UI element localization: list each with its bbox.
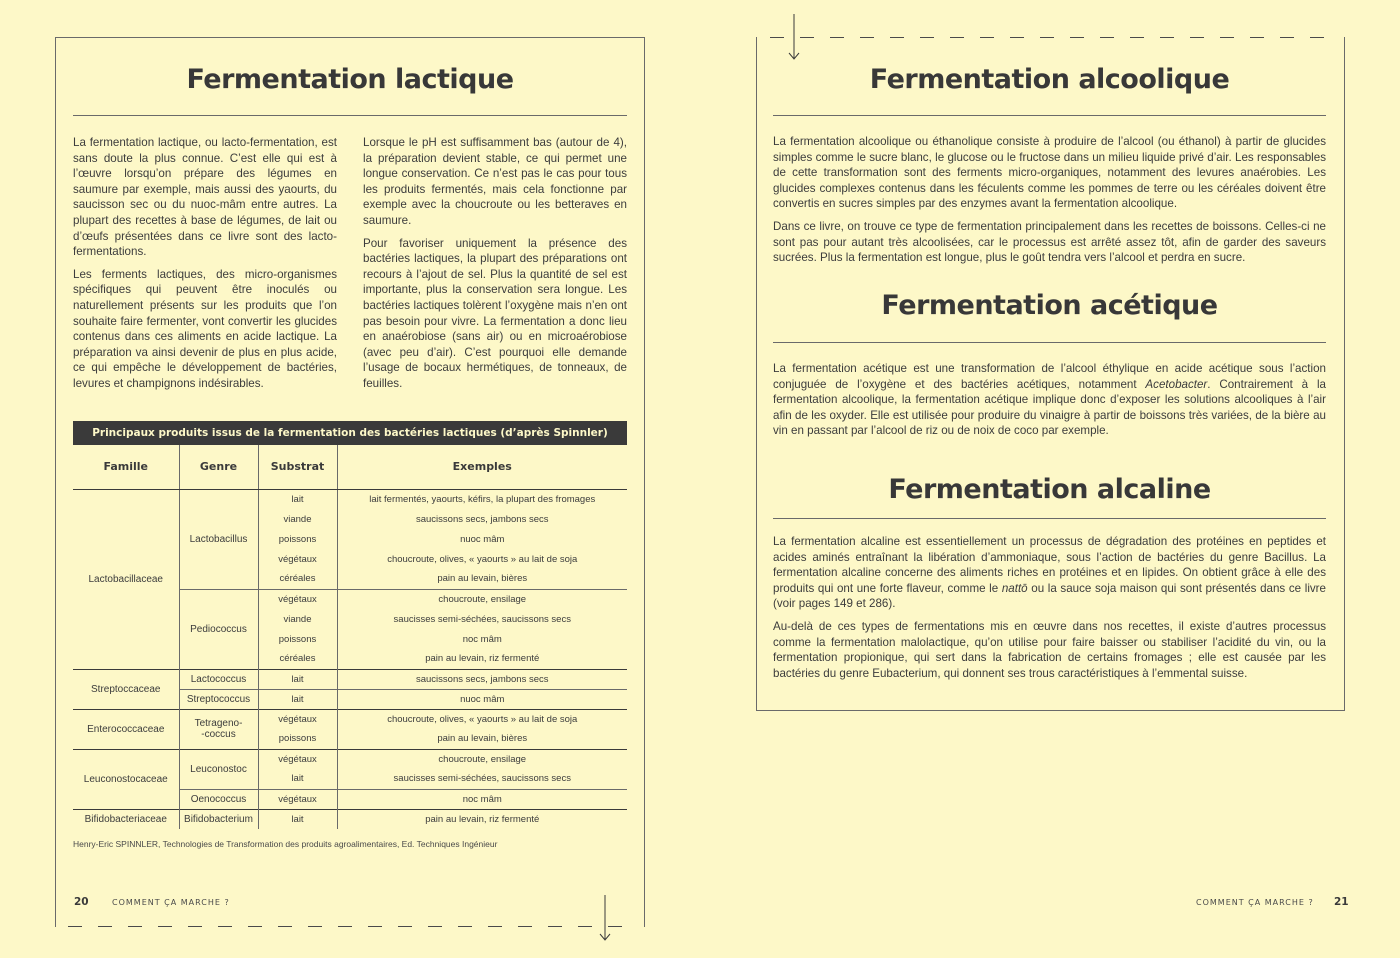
genus-cell: Oenococcus	[179, 789, 258, 809]
section-title: Fermentation alcaline	[888, 474, 1211, 505]
examples-cell: saucisses semi-séchées, saucissons secs	[337, 609, 627, 629]
substrate-cell: lait	[258, 489, 337, 509]
genus-cell: Tetrageno- -coccus	[179, 709, 258, 749]
table-row	[73, 709, 627, 729]
section-title: Fermentation acétique	[881, 290, 1218, 321]
paragraph: La fermentation acétique est une transformation de l’alcool éthylique en acide acétique sous l’action conjuguée de l’oxygène et des bactéries acétiques, notamment Acetobacter. Contrairement à la fermentation alcoolique, la fermentation acétique implique donc d’exposer les solutions alcooliques à l’air afin de les oxyder. Elle est utilisée pour produire du vinaigre à partir de boissons très variées, de la bière au vin en passant par l’alcool de riz ou de noix de coco par exemple.	[773, 362, 1326, 438]
bacteria-table	[73, 421, 627, 829]
examples-cell: pain au levain, bières	[337, 729, 627, 749]
family-cell: Leuconostocaceae	[73, 749, 179, 809]
examples-cell: choucroute, olives, « yaourts » au lait de soja	[337, 709, 627, 729]
running-head: COMMENT ÇA MARCHE ?	[112, 898, 230, 907]
examples-cell: pain au levain, bières	[337, 569, 627, 589]
substrate-cell: végétaux	[258, 789, 337, 809]
substrate-cell: viande	[258, 509, 337, 529]
title-rule	[773, 115, 1326, 116]
source-note: Henry-Eric SPINNLER, Technologies de Transformation des produits agroalimentaires, Ed. Techniques Ingénieur	[73, 839, 498, 849]
genus-cell: Pediococcus	[179, 589, 258, 669]
examples-cell: nuoc mâm	[337, 689, 627, 709]
substrate-cell: lait	[258, 769, 337, 789]
family-cell: Enterococcaceae	[73, 709, 179, 749]
substrate-cell: céréales	[258, 569, 337, 589]
examples-cell: choucroute, ensilage	[337, 749, 627, 769]
substrate-cell: lait	[258, 669, 337, 689]
table-row	[73, 749, 627, 769]
examples-cell: saucisses semi-séchées, saucissons secs	[337, 769, 627, 789]
column-header: Genre	[179, 445, 258, 489]
substrate-cell: lait	[258, 809, 337, 829]
substrate-cell: végétaux	[258, 549, 337, 569]
substrate-cell: végétaux	[258, 709, 337, 729]
examples-cell: choucroute, ensilage	[337, 589, 627, 609]
left-column-1	[73, 135, 337, 392]
page-number: 21	[1334, 896, 1349, 908]
column-header: Famille	[73, 445, 179, 489]
examples-cell: pain au levain, riz fermenté	[337, 809, 627, 829]
examples-cell: nuoc mâm	[337, 529, 627, 549]
page-number: 20	[74, 896, 89, 908]
genus-cell: Lactobacillus	[179, 489, 258, 589]
section-title: Fermentation alcoolique	[869, 64, 1230, 95]
table-row	[73, 669, 627, 689]
examples-cell: pain au levain, riz fermenté	[337, 649, 627, 669]
down-arrow-icon	[597, 895, 613, 943]
examples-cell: choucroute, olives, « yaourts » au lait de soja	[337, 549, 627, 569]
substrate-cell: poissons	[258, 529, 337, 549]
substrate-cell: végétaux	[258, 749, 337, 769]
substrate-cell: végétaux	[258, 589, 337, 609]
top-dashed-line	[770, 37, 1340, 38]
section-acetique	[773, 361, 1326, 439]
page-title: Fermentation lactique	[186, 64, 514, 95]
table-row	[73, 489, 627, 509]
substrate-cell: céréales	[258, 649, 337, 669]
substrate-cell: lait	[258, 689, 337, 709]
paragraph: La fermentation alcaline est essentiellement un processus de dégradation des protéines en peptides et acides aminés entraînant la libération d’ammoniaque, sous l’action de bactéries du genre Bacillus. La fermentation alcaline concerne des aliments riches en protéines et en lipides. On obtient grâce à elle des produits qui ont une forte flaveur, comme le nattō ou la sauce soja maison qui sont présentés dans ce livre (voir pages 149 et 286).	[773, 535, 1326, 611]
running-head: COMMENT ÇA MARCHE ?	[1196, 898, 1314, 907]
substrate-cell: poissons	[258, 729, 337, 749]
table-caption: Principaux produits issus de la fermentation des bactéries lactiques (d’après Spinnler)	[73, 421, 627, 445]
section-alcaline	[773, 534, 1326, 681]
paragraph: La fermentation alcoolique ou éthanolique consiste à produire de l’alcool (ou éthanol) à partir de glucides simples comme le sucre blanc, le glucose ou le fructose dans un milieu liquide privé d’air. Les responsables de cette transformation sont des ferments micro-organiques, notamment des levures anaérobies. Les glucides complexes contenus dans les féculents comme les pommes de terre ou les céréales doivent être convertis en sucres simples par des enzymes avant la fermentation alcoolique.	[773, 135, 1326, 211]
genus-cell: Leuconostoc	[179, 749, 258, 789]
title-rule	[73, 115, 627, 116]
examples-cell: noc mâm	[337, 629, 627, 649]
examples-cell: saucissons secs, jambons secs	[337, 669, 627, 689]
paragraph: Pour favoriser uniquement la présence des bactéries lactiques, la plupart des préparations ont recours à l’ajout de sel. Plus la quantité de sel est importante, plus la conservation sera longue. Les bactéries lactiques tolèrent l’oxygène mais n’en ont pas besoin pour vivre. La fermentation a donc lieu en anaérobiose (sans air) ou en microaérobiose (avec peu d’air). C’est pourquoi elle demande l’usage de bocaux hermétiques, de tonneaux, de feuilles.	[363, 236, 627, 390]
paragraph: Lorsque le pH est suffisamment bas (autour de 4), la préparation devient stable, ce qui permet une longue conservation. Ce n’est pas le cas pour tous les produits fermentés, mais cela fonctionne par exemple avec la choucroute ou les betteraves en saumure.	[363, 136, 627, 227]
examples-cell: lait fermentés, yaourts, kéfirs, la plupart des fromages	[337, 489, 627, 509]
down-arrow-icon	[786, 14, 802, 62]
table-row	[73, 809, 627, 829]
column-header: Substrat	[258, 445, 337, 489]
genus-cell: Streptococcus	[179, 689, 258, 709]
genus-cell: Lactococcus	[179, 669, 258, 689]
paragraph: Au-delà de ces types de fermentations mis en œuvre dans nos recettes, il existe d’autres processus comme la fermentation malolactique, qu’on utilise pour faire baisser ou stabiliser l’acidité du vin, ou la fermentation propionique, qui sert dans la fabrication de certains fromages ; elle est causée par les bactéries du genre Eubacterium, qui donnent ses trous caractéristiques à l’emmental suisse.	[773, 619, 1326, 680]
bottom-dashed-line	[68, 926, 638, 927]
genus-cell: Bifidobacterium	[179, 809, 258, 829]
family-cell: Bifidobacteriaceae	[73, 809, 179, 829]
title-rule	[773, 342, 1326, 343]
substrate-cell: poissons	[258, 629, 337, 649]
paragraph: Dans ce livre, on trouve ce type de fermentation principalement dans les recettes de boissons. Celles-ci ne sont pas pour autant très alcoolisées, car le processus est arrêté assez tôt, afin de garder des saveurs sucrées. Plus la fermentation est longue, plus le goût tendra vers l’alcool et perdra en sucre.	[773, 219, 1326, 265]
left-column-2	[363, 135, 627, 392]
paragraph: La fermentation lactique, ou lacto-fermentation, est sans doute la plus connue. C’est elle qui est à l’œuvre lorsqu’on prépare des légumes en saumure par exemple, mais aussi des yaourts, du saucisson sec ou du nuoc-mâm entre autres. La plupart des recettes à base de légumes, de lait ou d’œufs présentées dans ce livre sont des lacto-fermentations.	[73, 136, 337, 259]
section-alcoolique	[773, 134, 1326, 266]
examples-cell: saucissons secs, jambons secs	[337, 509, 627, 529]
column-header: Exemples	[337, 445, 627, 489]
table	[73, 445, 627, 829]
title-rule	[773, 518, 1326, 519]
paragraph: Les ferments lactiques, des micro-organismes spécifiques qui peuvent être inoculés ou naturellement présents sur les produits que l’on souhaite faire fermenter, vont convertir les glucides contenus dans ces aliments en acide lactique. La préparation va ainsi devenir de plus en plus acide, ce qui empêche le développement de bactéries, levures et champignons indésirables.	[73, 267, 337, 390]
family-cell: Lactobacillaceae	[88, 573, 163, 585]
family-cell: Streptoccaceae	[73, 669, 179, 709]
table-header-row	[73, 445, 627, 489]
examples-cell: noc mâm	[337, 789, 627, 809]
substrate-cell: viande	[258, 609, 337, 629]
